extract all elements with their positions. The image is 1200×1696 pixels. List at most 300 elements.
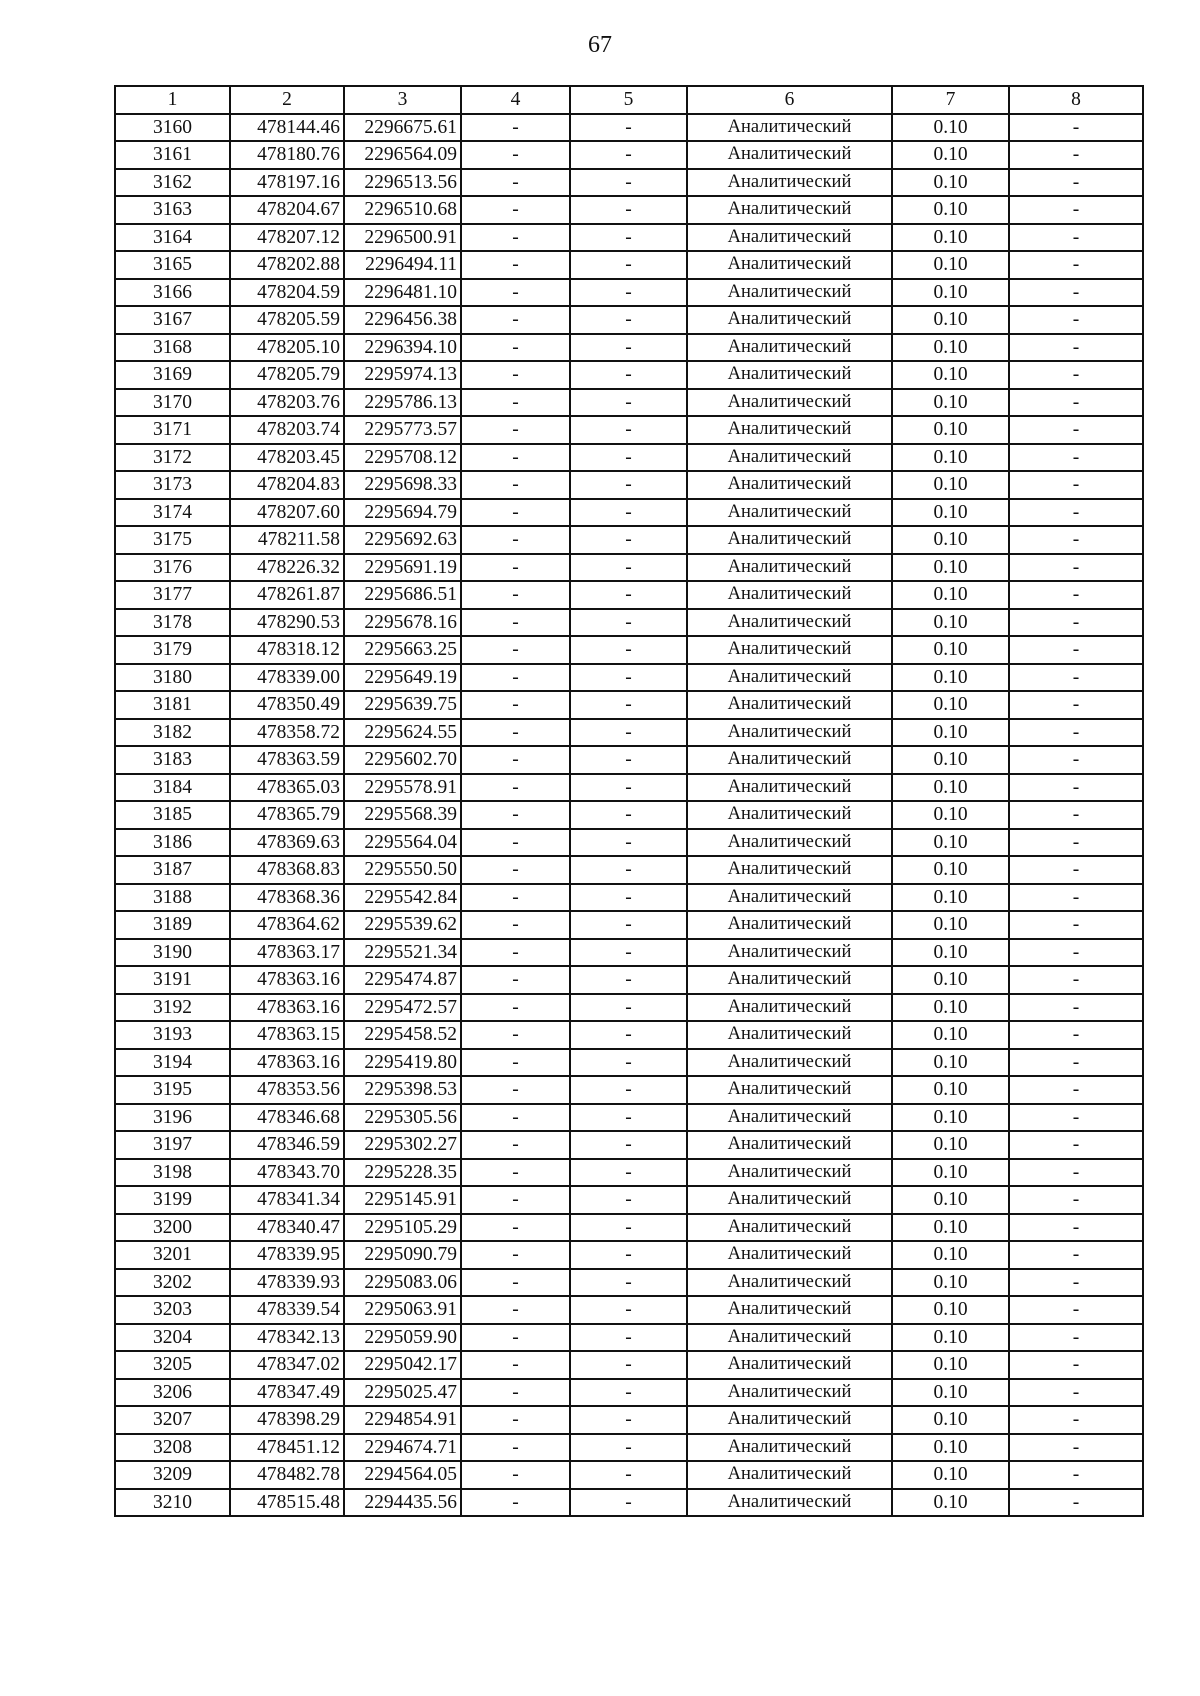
column-5-cell: - <box>570 1434 687 1462</box>
column-5-cell: - <box>570 114 687 142</box>
column-header-8: 8 <box>1009 86 1143 114</box>
y-coordinate-cell: 2295678.16 <box>344 609 461 637</box>
point-number-cell: 3168 <box>115 334 230 362</box>
column-5-cell: - <box>570 1296 687 1324</box>
column-4-cell: - <box>461 444 570 472</box>
method-cell: Аналитический <box>687 526 892 554</box>
method-cell: Аналитический <box>687 196 892 224</box>
table-body <box>115 114 1143 1517</box>
method-cell: Аналитический <box>687 224 892 252</box>
column-8-cell: - <box>1009 141 1143 169</box>
point-number-cell: 3174 <box>115 499 230 527</box>
x-coordinate-cell: 478350.49 <box>230 691 344 719</box>
y-coordinate-cell: 2295458.52 <box>344 1021 461 1049</box>
point-number-cell: 3208 <box>115 1434 230 1462</box>
point-number-cell: 3201 <box>115 1241 230 1269</box>
accuracy-cell: 0.10 <box>892 526 1009 554</box>
y-coordinate-cell: 2295419.80 <box>344 1049 461 1077</box>
method-cell: Аналитический <box>687 334 892 362</box>
point-number-cell: 3206 <box>115 1379 230 1407</box>
y-coordinate-cell: 2295691.19 <box>344 554 461 582</box>
y-coordinate-cell: 2295974.13 <box>344 361 461 389</box>
method-cell: Аналитический <box>687 1269 892 1297</box>
x-coordinate-cell: 478207.60 <box>230 499 344 527</box>
column-8-cell: - <box>1009 444 1143 472</box>
method-cell: Аналитический <box>687 141 892 169</box>
y-coordinate-cell: 2295639.75 <box>344 691 461 719</box>
column-5-cell: - <box>570 801 687 829</box>
column-8-cell: - <box>1009 581 1143 609</box>
y-coordinate-cell: 2296500.91 <box>344 224 461 252</box>
method-cell: Аналитический <box>687 939 892 967</box>
y-coordinate-cell: 2295472.57 <box>344 994 461 1022</box>
column-5-cell: - <box>570 444 687 472</box>
accuracy-cell: 0.10 <box>892 224 1009 252</box>
column-4-cell: - <box>461 416 570 444</box>
x-coordinate-cell: 478358.72 <box>230 719 344 747</box>
point-number-cell: 3210 <box>115 1489 230 1517</box>
point-number-cell: 3197 <box>115 1131 230 1159</box>
method-cell: Аналитический <box>687 1406 892 1434</box>
x-coordinate-cell: 478363.17 <box>230 939 344 967</box>
column-8-cell: - <box>1009 251 1143 279</box>
y-coordinate-cell: 2296494.11 <box>344 251 461 279</box>
column-8-cell: - <box>1009 471 1143 499</box>
column-8-cell: - <box>1009 169 1143 197</box>
point-number-cell: 3179 <box>115 636 230 664</box>
y-coordinate-cell: 2296513.56 <box>344 169 461 197</box>
x-coordinate-cell: 478261.87 <box>230 581 344 609</box>
accuracy-cell: 0.10 <box>892 196 1009 224</box>
column-4-cell: - <box>461 306 570 334</box>
column-5-cell: - <box>570 884 687 912</box>
point-number-cell: 3178 <box>115 609 230 637</box>
column-5-cell: - <box>570 1269 687 1297</box>
column-8-cell: - <box>1009 1269 1143 1297</box>
point-number-cell: 3203 <box>115 1296 230 1324</box>
x-coordinate-cell: 478197.16 <box>230 169 344 197</box>
column-4-cell: - <box>461 1214 570 1242</box>
y-coordinate-cell: 2295542.84 <box>344 884 461 912</box>
column-4-cell: - <box>461 1406 570 1434</box>
x-coordinate-cell: 478482.78 <box>230 1461 344 1489</box>
y-coordinate-cell: 2294854.91 <box>344 1406 461 1434</box>
table-row <box>115 196 1143 224</box>
column-4-cell: - <box>461 1104 570 1132</box>
table-row <box>115 939 1143 967</box>
column-8-cell: - <box>1009 334 1143 362</box>
y-coordinate-cell: 2295521.34 <box>344 939 461 967</box>
column-5-cell: - <box>570 306 687 334</box>
method-cell: Аналитический <box>687 1296 892 1324</box>
column-4-cell: - <box>461 829 570 857</box>
method-cell: Аналитический <box>687 1076 892 1104</box>
column-4-cell: - <box>461 884 570 912</box>
method-cell: Аналитический <box>687 1351 892 1379</box>
method-cell: Аналитический <box>687 251 892 279</box>
column-5-cell: - <box>570 939 687 967</box>
point-number-cell: 3200 <box>115 1214 230 1242</box>
method-cell: Аналитический <box>687 1104 892 1132</box>
column-8-cell: - <box>1009 939 1143 967</box>
accuracy-cell: 0.10 <box>892 1214 1009 1242</box>
table-row <box>115 554 1143 582</box>
column-4-cell: - <box>461 1186 570 1214</box>
accuracy-cell: 0.10 <box>892 1296 1009 1324</box>
y-coordinate-cell: 2296564.09 <box>344 141 461 169</box>
table-row <box>115 1379 1143 1407</box>
accuracy-cell: 0.10 <box>892 389 1009 417</box>
x-coordinate-cell: 478363.16 <box>230 994 344 1022</box>
accuracy-cell: 0.10 <box>892 1324 1009 1352</box>
table-row <box>115 279 1143 307</box>
accuracy-cell: 0.10 <box>892 966 1009 994</box>
point-number-cell: 3161 <box>115 141 230 169</box>
table-row <box>115 306 1143 334</box>
column-header-6: 6 <box>687 86 892 114</box>
accuracy-cell: 0.10 <box>892 334 1009 362</box>
x-coordinate-cell: 478204.83 <box>230 471 344 499</box>
x-coordinate-cell: 478205.10 <box>230 334 344 362</box>
x-coordinate-cell: 478346.68 <box>230 1104 344 1132</box>
table-row <box>115 691 1143 719</box>
accuracy-cell: 0.10 <box>892 1406 1009 1434</box>
method-cell: Аналитический <box>687 279 892 307</box>
table-row <box>115 141 1143 169</box>
table-row <box>115 1434 1143 1462</box>
table-row <box>115 361 1143 389</box>
accuracy-cell: 0.10 <box>892 1076 1009 1104</box>
table-row <box>115 801 1143 829</box>
column-5-cell: - <box>570 691 687 719</box>
column-5-cell: - <box>570 1104 687 1132</box>
accuracy-cell: 0.10 <box>892 306 1009 334</box>
column-4-cell: - <box>461 609 570 637</box>
y-coordinate-cell: 2295773.57 <box>344 416 461 444</box>
method-cell: Аналитический <box>687 1214 892 1242</box>
column-8-cell: - <box>1009 1049 1143 1077</box>
table-row <box>115 334 1143 362</box>
accuracy-cell: 0.10 <box>892 1351 1009 1379</box>
column-5-cell: - <box>570 1351 687 1379</box>
point-number-cell: 3182 <box>115 719 230 747</box>
x-coordinate-cell: 478205.59 <box>230 306 344 334</box>
table-row <box>115 1214 1143 1242</box>
column-header-4: 4 <box>461 86 570 114</box>
column-8-cell: - <box>1009 911 1143 939</box>
column-4-cell: - <box>461 1049 570 1077</box>
column-4-cell: - <box>461 389 570 417</box>
table-row <box>115 114 1143 142</box>
y-coordinate-cell: 2295578.91 <box>344 774 461 802</box>
y-coordinate-cell: 2294674.71 <box>344 1434 461 1462</box>
point-number-cell: 3205 <box>115 1351 230 1379</box>
column-5-cell: - <box>570 1186 687 1214</box>
column-4-cell: - <box>461 746 570 774</box>
accuracy-cell: 0.10 <box>892 911 1009 939</box>
column-8-cell: - <box>1009 1296 1143 1324</box>
column-5-cell: - <box>570 746 687 774</box>
column-4-cell: - <box>461 169 570 197</box>
y-coordinate-cell: 2295686.51 <box>344 581 461 609</box>
method-cell: Аналитический <box>687 911 892 939</box>
y-coordinate-cell: 2295708.12 <box>344 444 461 472</box>
y-coordinate-cell: 2296394.10 <box>344 334 461 362</box>
point-number-cell: 3169 <box>115 361 230 389</box>
column-8-cell: - <box>1009 1351 1143 1379</box>
column-8-cell: - <box>1009 664 1143 692</box>
column-5-cell: - <box>570 1461 687 1489</box>
column-8-cell: - <box>1009 719 1143 747</box>
column-5-cell: - <box>570 1214 687 1242</box>
column-5-cell: - <box>570 196 687 224</box>
table-row <box>115 581 1143 609</box>
table-row <box>115 1131 1143 1159</box>
point-number-cell: 3180 <box>115 664 230 692</box>
y-coordinate-cell: 2295059.90 <box>344 1324 461 1352</box>
column-4-cell: - <box>461 581 570 609</box>
method-cell: Аналитический <box>687 1186 892 1214</box>
accuracy-cell: 0.10 <box>892 856 1009 884</box>
method-cell: Аналитический <box>687 1489 892 1517</box>
x-coordinate-cell: 478203.74 <box>230 416 344 444</box>
x-coordinate-cell: 478144.46 <box>230 114 344 142</box>
column-8-cell: - <box>1009 224 1143 252</box>
table-row <box>115 389 1143 417</box>
method-cell: Аналитический <box>687 1379 892 1407</box>
x-coordinate-cell: 478365.03 <box>230 774 344 802</box>
accuracy-cell: 0.10 <box>892 746 1009 774</box>
column-8-cell: - <box>1009 1159 1143 1187</box>
y-coordinate-cell: 2295083.06 <box>344 1269 461 1297</box>
column-4-cell: - <box>461 636 570 664</box>
point-number-cell: 3207 <box>115 1406 230 1434</box>
point-number-cell: 3196 <box>115 1104 230 1132</box>
accuracy-cell: 0.10 <box>892 1131 1009 1159</box>
column-5-cell: - <box>570 1021 687 1049</box>
point-number-cell: 3162 <box>115 169 230 197</box>
point-number-cell: 3184 <box>115 774 230 802</box>
method-cell: Аналитический <box>687 1324 892 1352</box>
accuracy-cell: 0.10 <box>892 884 1009 912</box>
y-coordinate-cell: 2295698.33 <box>344 471 461 499</box>
table-row <box>115 746 1143 774</box>
point-number-cell: 3160 <box>115 114 230 142</box>
table-row <box>115 1269 1143 1297</box>
x-coordinate-cell: 478365.79 <box>230 801 344 829</box>
column-4-cell: - <box>461 1269 570 1297</box>
point-number-cell: 3170 <box>115 389 230 417</box>
table-row <box>115 1049 1143 1077</box>
point-number-cell: 3171 <box>115 416 230 444</box>
column-5-cell: - <box>570 1489 687 1517</box>
method-cell: Аналитический <box>687 801 892 829</box>
y-coordinate-cell: 2295649.19 <box>344 664 461 692</box>
method-cell: Аналитический <box>687 554 892 582</box>
column-8-cell: - <box>1009 1489 1143 1517</box>
method-cell: Аналитический <box>687 664 892 692</box>
method-cell: Аналитический <box>687 746 892 774</box>
column-4-cell: - <box>461 719 570 747</box>
accuracy-cell: 0.10 <box>892 1269 1009 1297</box>
column-5-cell: - <box>570 994 687 1022</box>
column-5-cell: - <box>570 279 687 307</box>
method-cell: Аналитический <box>687 389 892 417</box>
y-coordinate-cell: 2296456.38 <box>344 306 461 334</box>
table-row <box>115 1406 1143 1434</box>
method-cell: Аналитический <box>687 829 892 857</box>
point-number-cell: 3167 <box>115 306 230 334</box>
column-header-7: 7 <box>892 86 1009 114</box>
column-5-cell: - <box>570 1324 687 1352</box>
column-8-cell: - <box>1009 801 1143 829</box>
method-cell: Аналитический <box>687 1049 892 1077</box>
accuracy-cell: 0.10 <box>892 1241 1009 1269</box>
y-coordinate-cell: 2295474.87 <box>344 966 461 994</box>
x-coordinate-cell: 478363.16 <box>230 966 344 994</box>
column-8-cell: - <box>1009 279 1143 307</box>
column-4-cell: - <box>461 801 570 829</box>
point-number-cell: 3195 <box>115 1076 230 1104</box>
table-row <box>115 774 1143 802</box>
accuracy-cell: 0.10 <box>892 416 1009 444</box>
method-cell: Аналитический <box>687 966 892 994</box>
x-coordinate-cell: 478339.00 <box>230 664 344 692</box>
accuracy-cell: 0.10 <box>892 1489 1009 1517</box>
column-header-3: 3 <box>344 86 461 114</box>
y-coordinate-cell: 2295692.63 <box>344 526 461 554</box>
column-5-cell: - <box>570 664 687 692</box>
x-coordinate-cell: 478318.12 <box>230 636 344 664</box>
point-number-cell: 3191 <box>115 966 230 994</box>
accuracy-cell: 0.10 <box>892 1186 1009 1214</box>
method-cell: Аналитический <box>687 361 892 389</box>
accuracy-cell: 0.10 <box>892 691 1009 719</box>
column-8-cell: - <box>1009 691 1143 719</box>
x-coordinate-cell: 478203.76 <box>230 389 344 417</box>
column-8-cell: - <box>1009 114 1143 142</box>
column-8-cell: - <box>1009 884 1143 912</box>
column-4-cell: - <box>461 499 570 527</box>
y-coordinate-cell: 2295105.29 <box>344 1214 461 1242</box>
x-coordinate-cell: 478226.32 <box>230 554 344 582</box>
point-number-cell: 3183 <box>115 746 230 774</box>
column-8-cell: - <box>1009 1076 1143 1104</box>
column-8-cell: - <box>1009 1241 1143 1269</box>
column-5-cell: - <box>570 856 687 884</box>
column-5-cell: - <box>570 169 687 197</box>
column-5-cell: - <box>570 499 687 527</box>
column-header-1: 1 <box>115 86 230 114</box>
column-8-cell: - <box>1009 609 1143 637</box>
point-number-cell: 3186 <box>115 829 230 857</box>
method-cell: Аналитический <box>687 1461 892 1489</box>
table-row <box>115 1324 1143 1352</box>
method-cell: Аналитический <box>687 306 892 334</box>
x-coordinate-cell: 478347.02 <box>230 1351 344 1379</box>
table-row <box>115 994 1143 1022</box>
point-number-cell: 3194 <box>115 1049 230 1077</box>
accuracy-cell: 0.10 <box>892 444 1009 472</box>
table-row <box>115 1104 1143 1132</box>
accuracy-cell: 0.10 <box>892 1104 1009 1132</box>
column-8-cell: - <box>1009 829 1143 857</box>
table-row <box>115 224 1143 252</box>
y-coordinate-cell: 2295694.79 <box>344 499 461 527</box>
table-row <box>115 884 1143 912</box>
column-4-cell: - <box>461 1351 570 1379</box>
accuracy-cell: 0.10 <box>892 774 1009 802</box>
point-number-cell: 3172 <box>115 444 230 472</box>
column-4-cell: - <box>461 966 570 994</box>
point-number-cell: 3165 <box>115 251 230 279</box>
accuracy-cell: 0.10 <box>892 994 1009 1022</box>
column-4-cell: - <box>461 361 570 389</box>
column-4-cell: - <box>461 774 570 802</box>
point-number-cell: 3192 <box>115 994 230 1022</box>
column-8-cell: - <box>1009 554 1143 582</box>
x-coordinate-cell: 478398.29 <box>230 1406 344 1434</box>
y-coordinate-cell: 2295564.04 <box>344 829 461 857</box>
x-coordinate-cell: 478353.56 <box>230 1076 344 1104</box>
column-4-cell: - <box>461 1076 570 1104</box>
point-number-cell: 3175 <box>115 526 230 554</box>
column-8-cell: - <box>1009 994 1143 1022</box>
method-cell: Аналитический <box>687 884 892 912</box>
column-5-cell: - <box>570 911 687 939</box>
method-cell: Аналитический <box>687 691 892 719</box>
y-coordinate-cell: 2295550.50 <box>344 856 461 884</box>
table-row <box>115 1296 1143 1324</box>
method-cell: Аналитический <box>687 1021 892 1049</box>
table-row <box>115 444 1143 472</box>
column-5-cell: - <box>570 581 687 609</box>
accuracy-cell: 0.10 <box>892 1021 1009 1049</box>
y-coordinate-cell: 2295090.79 <box>344 1241 461 1269</box>
x-coordinate-cell: 478343.70 <box>230 1159 344 1187</box>
column-5-cell: - <box>570 334 687 362</box>
y-coordinate-cell: 2295786.13 <box>344 389 461 417</box>
column-header-2: 2 <box>230 86 344 114</box>
point-number-cell: 3164 <box>115 224 230 252</box>
accuracy-cell: 0.10 <box>892 141 1009 169</box>
column-4-cell: - <box>461 939 570 967</box>
accuracy-cell: 0.10 <box>892 251 1009 279</box>
column-4-cell: - <box>461 994 570 1022</box>
x-coordinate-cell: 478346.59 <box>230 1131 344 1159</box>
point-number-cell: 3188 <box>115 884 230 912</box>
accuracy-cell: 0.10 <box>892 279 1009 307</box>
column-5-cell: - <box>570 829 687 857</box>
column-5-cell: - <box>570 554 687 582</box>
y-coordinate-cell: 2296510.68 <box>344 196 461 224</box>
column-4-cell: - <box>461 251 570 279</box>
point-number-cell: 3163 <box>115 196 230 224</box>
method-cell: Аналитический <box>687 1241 892 1269</box>
x-coordinate-cell: 478203.45 <box>230 444 344 472</box>
column-5-cell: - <box>570 141 687 169</box>
method-cell: Аналитический <box>687 609 892 637</box>
accuracy-cell: 0.10 <box>892 1159 1009 1187</box>
table-row <box>115 416 1143 444</box>
column-4-cell: - <box>461 334 570 362</box>
page-number: 67 <box>588 32 612 58</box>
point-number-cell: 3204 <box>115 1324 230 1352</box>
column-5-cell: - <box>570 1379 687 1407</box>
x-coordinate-cell: 478368.83 <box>230 856 344 884</box>
column-4-cell: - <box>461 1434 570 1462</box>
column-5-cell: - <box>570 1076 687 1104</box>
